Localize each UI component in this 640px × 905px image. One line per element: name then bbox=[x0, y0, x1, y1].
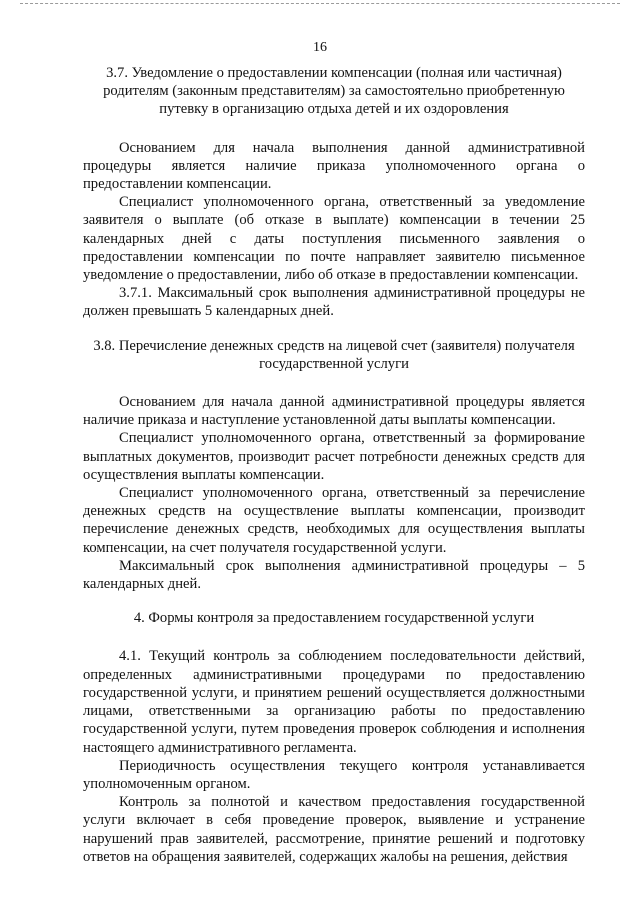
section-3-8-paragraph-2: Специалист уполномоченного органа, ответственный за формирование выплатных документов, производит расчет потребности денежных средств для осуществления выплаты компенсации. bbox=[83, 430, 585, 483]
section-4-1-paragraph: 4.1. Текущий контроль за соблюдением последовательности действий, определенных административными процедурами по предоставлению государственной услуги, и принятием решений осуществляется должностными лицами, ответственными за организацию работы по предоставлению государственной услуги, путем проведения проверок соблюдения и исполнения настоящего административного регламента. bbox=[83, 648, 585, 756]
section-4-paragraph-3: Контроль за полнотой и качеством предоставления государственной услуги включает в себя проведение проверок, выявление и устранение нарушений прав заявителей, рассмотрение, принятие решений и подготовку ответов на обращения заявителей, содержащих жалобы на решения, действия bbox=[83, 794, 585, 865]
section-3-7-paragraph-2: Специалист уполномоченного органа, ответственный за уведомление заявителя о выплате (об отказе в выплате) компенсации в течении 25 календарных дней с даты поступления письменного заявления о предоставлении компенсации по почте направляет заявителю письменное уведомление о предоставлении, либо об отказе в предоставлении компенсации. bbox=[83, 194, 585, 284]
document-body bbox=[83, 64, 585, 866]
section-3-7-1-paragraph: 3.7.1. Максимальный срок выполнения административной процедуры не должен превышать 5 календарных дней. bbox=[83, 285, 585, 320]
section-4-heading: 4. Формы контроля за предоставлением государственной услуги bbox=[133, 610, 535, 627]
page-number: 16 bbox=[313, 40, 327, 55]
section-3-8-heading: 3.8. Перечисление денежных средств на лицевой счет (заявителя) получателя государственной услуги bbox=[93, 337, 575, 372]
section-3-8-paragraph-3: Специалист уполномоченного органа, ответственный за перечисление денежных средств на осуществление выплаты компенсации, производит перечисление денежных средств, необходимых для осуществления выплаты компенсации, на счет получателя государственной услуги. bbox=[83, 485, 585, 556]
scan-top-edge bbox=[20, 3, 620, 6]
section-3-8-paragraph-4: Максимальный срок выполнения административной процедуры – 5 календарных дней. bbox=[83, 557, 585, 593]
section-4-paragraph-2: Периодичность осуществления текущего контроля устанавливается уполномоченным органом. bbox=[83, 757, 585, 792]
section-3-7-paragraph-1: Основанием для начала выполнения данной административной процедуры является наличие приказа уполномоченного органа о предоставлении компенсации. bbox=[83, 139, 585, 193]
section-3-7-heading: 3.7. Уведомление о предоставлении компенсации (полная или частичная) родителям (законным представителям) за самостоятельно приобретенную путевку в организацию отдыха детей и их оздоровления bbox=[103, 65, 565, 118]
section-3-8-paragraph-1: Основанием для начала данной административной процедуры является наличие приказа и наступление установленной даты выплаты компенсации. bbox=[83, 394, 585, 429]
